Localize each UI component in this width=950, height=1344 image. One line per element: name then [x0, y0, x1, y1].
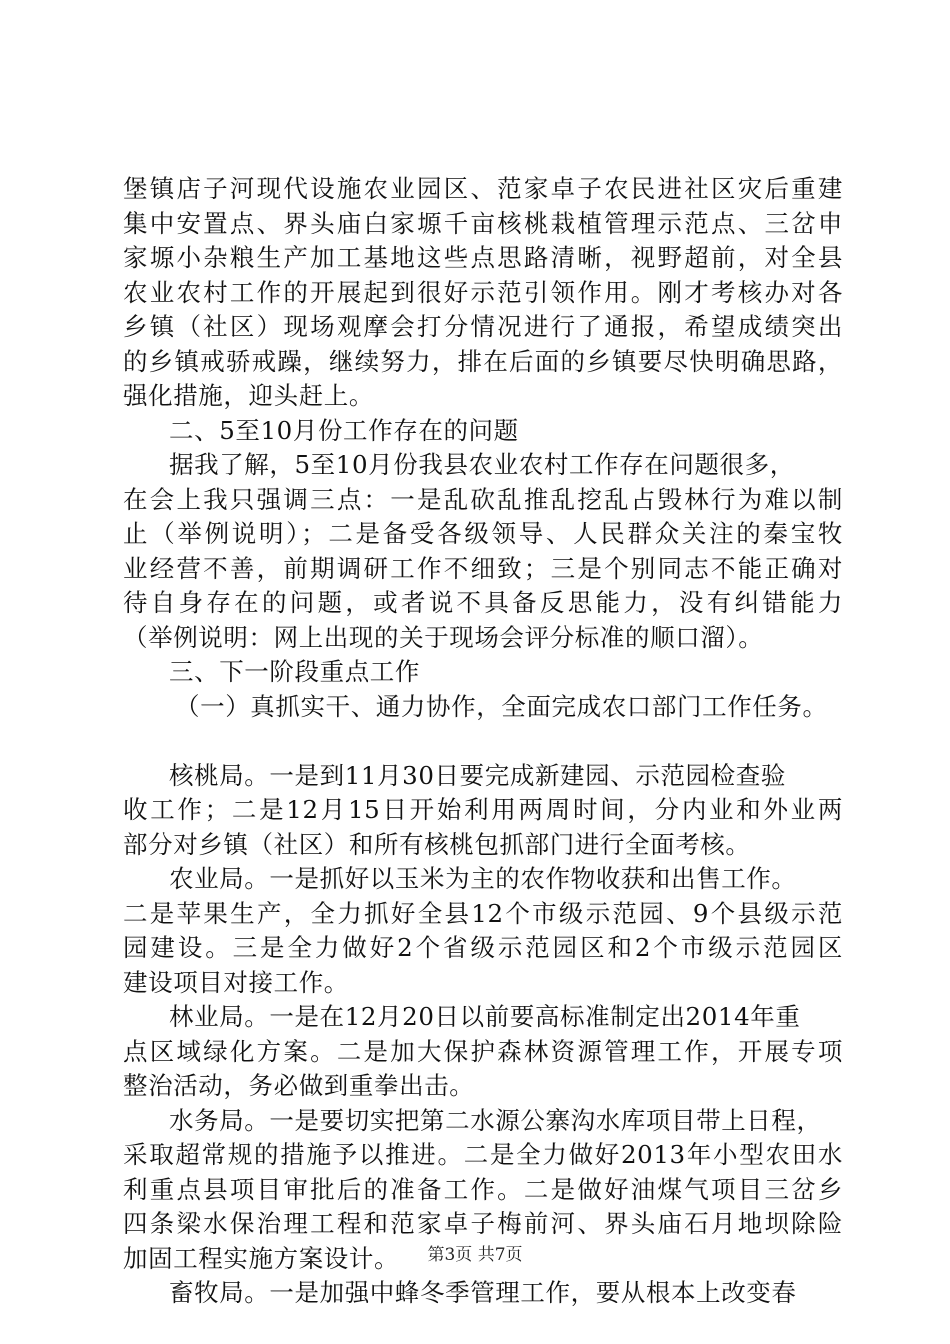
text-line: 待自身存在的问题，或者说不具备反思能力，没有纠错能力 — [123, 588, 843, 617]
paragraph-start: 水务局。一是要切实把第二水源公寨沟水库项目带上日程， — [169, 1105, 822, 1135]
text-line: 集中安置点、界头庙白家塬千亩核桃栽植管理示范点、三岔申 — [123, 208, 843, 238]
text-line: （举例说明：网上出现的关于现场会评分标准的顺口溜）。 — [123, 622, 764, 652]
text-line: 堡镇店子河现代设施农业园区、范家卓子农民进社区灾后重建 — [123, 174, 843, 203]
text-line: 业经营不善，前期调研工作不细致；三是个别同志不能正确对 — [123, 553, 843, 583]
text-line: 收工作；二是12月15日开始利用两周时间，分内业和外业两 — [123, 795, 843, 824]
text-line: 利重点县项目审批后的准备工作。二是做好油煤气项目三岔乡 — [123, 1174, 843, 1204]
text-line: 建设项目对接工作。 — [123, 967, 349, 997]
paragraph-start: 据我了解，5至10月份我县农业农村工作存在问题很多， — [169, 450, 795, 479]
text-line: 在会上我只强调三点：一是乱砍乱推乱挖乱占毁林行为难以制 — [123, 484, 843, 514]
text-line: 加固工程实施方案设计。 — [123, 1243, 400, 1273]
document-body — [123, 172, 843, 1311]
text-line: 采取超常规的措施予以推进。二是全力做好2013年小型农田水 — [123, 1140, 843, 1169]
text-line: 二是苹果生产，全力抓好全县12个市级示范园、9个县级示范 — [123, 898, 843, 928]
text-line: 农业农村工作的开展起到很好示范引领作用。刚才考核办对各 — [123, 277, 843, 307]
text-line: 点区域绿化方案。二是加大保护森林资源管理工作，开展专项 — [123, 1036, 843, 1066]
section-heading: 二、5至10月份工作存在的问题 — [169, 415, 519, 445]
text-line: 的乡镇戒骄戒躁，继续努力，排在后面的乡镇要尽快明确思路， — [123, 346, 843, 376]
paragraph-start: 畜牧局。一是加强中蜂冬季管理工作，要从根本上改变春 — [169, 1278, 797, 1307]
text-line: 家塬小杂粮生产加工基地这些点思路清晰，视野超前，对全县 — [123, 243, 843, 272]
paragraph-start: 核桃局。一是到11月30日要完成新建园、示范园检查验 — [169, 760, 786, 790]
section-heading: 三、下一阶段重点工作 — [169, 657, 420, 686]
text-line: 部分对乡镇（社区）和所有核桃包抓部门进行全面考核。 — [123, 829, 751, 859]
blank-line — [123, 724, 843, 759]
paragraph-start: 农业局。一是抓好以玉米为主的农作物收获和出售工作。 — [169, 864, 797, 893]
text-line: 整治活动，务必做到重拳出击。 — [123, 1071, 475, 1100]
paragraph-start: 林业局。一是在12月20日以前要高标准制定出2014年重 — [169, 1002, 801, 1031]
text-line: 园建设。三是全力做好2个省级示范园区和2个市级示范园区 — [123, 933, 843, 962]
text-line: 强化措施，迎头赶上。 — [123, 381, 374, 410]
subsection-heading: （一）真抓实干、通力协作，全面完成农口部门工作任务。 — [175, 691, 828, 721]
text-line: 四条梁水保治理工程和范家卓子梅前河、界头庙石月地坝除险 — [123, 1209, 843, 1238]
text-line: 止（举例说明）；二是备受各级领导、人民群众关注的秦宝牧 — [123, 519, 843, 548]
page-footer: 第3页 共7页 — [427, 1245, 523, 1265]
text-line: 乡镇（社区）现场观摩会打分情况进行了通报，希望成绩突出 — [123, 312, 843, 341]
